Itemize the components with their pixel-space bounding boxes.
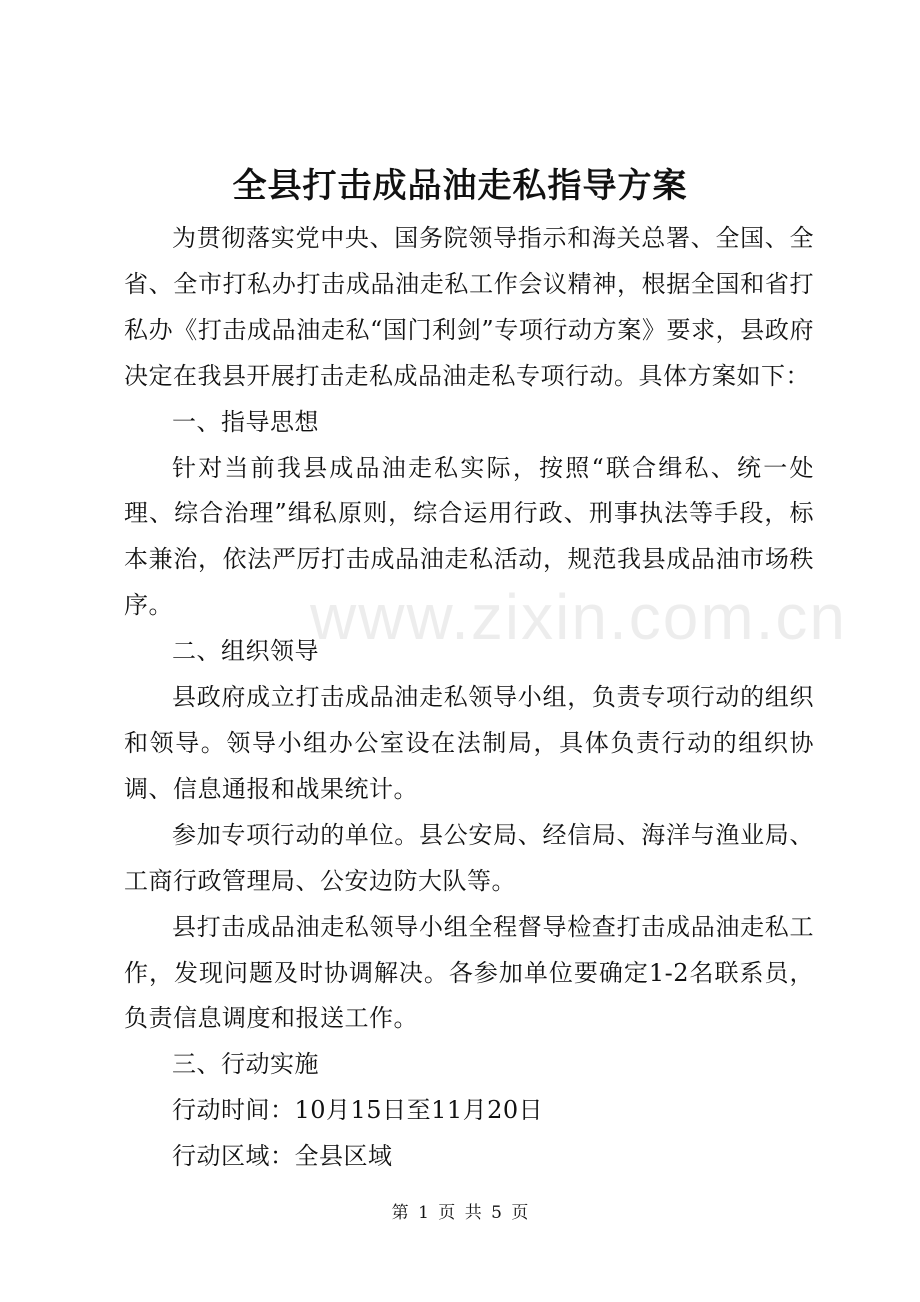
organization-paragraph: 县政府成立打击成品油走私领导小组，负责专项行动的组织和领导。领导小组办公室设在法制局，具体负责行动的组织协调、信息通报和战果统计。 bbox=[124, 683, 814, 803]
action-time-paragraph: 行动时间：10月15日至11月20日 bbox=[172, 1096, 544, 1125]
document-title: 全县打击成品油走私指导方案 bbox=[232, 166, 688, 206]
supervision-paragraph: 县打击成品油走私领导小组全程督导检查打击成品油走私工作，发现问题及时协调解决。各参加单位要确定1-2名联系员，负责信息调度和报送工作。 bbox=[124, 912, 814, 1033]
section-heading-organization: 二、组织领导 bbox=[172, 637, 319, 666]
intro-paragraph: 为贯彻落实党中央、国务院领导指示和海关总署、全国、全省、全市打私办打击成品油走私工作会议精神，根据全国和省打私办《打击成品油走私“国门利剑”专项行动方案》要求，县政府决定在我县开展打击走私成品油走私专项行动。具体方案如下： bbox=[124, 224, 814, 390]
action-area-paragraph: 行动区域：全县区域 bbox=[172, 1142, 393, 1171]
participants-paragraph: 参加专项行动的单位。县公安局、经信局、海洋与渔业局、工商行政管理局、公安边防大队等。 bbox=[124, 820, 814, 895]
section-heading-implementation: 三、行动实施 bbox=[172, 1050, 319, 1079]
document-body bbox=[124, 216, 814, 1180]
watermark: www.zixin.com.cn bbox=[310, 581, 847, 653]
page-footer: 第 1 页 共 5 页 bbox=[391, 1203, 529, 1223]
section-heading-guiding-thought: 一、指导思想 bbox=[172, 407, 319, 436]
guiding-thought-paragraph: 针对当前我县成品油走私实际，按照“联合缉私、统一处理、综合治理”缉私原则，综合运用行政、刑事执法等手段，标本兼治，依法严厉打击成品油走私活动，规范我县成品油市场秩序。 bbox=[124, 453, 814, 620]
